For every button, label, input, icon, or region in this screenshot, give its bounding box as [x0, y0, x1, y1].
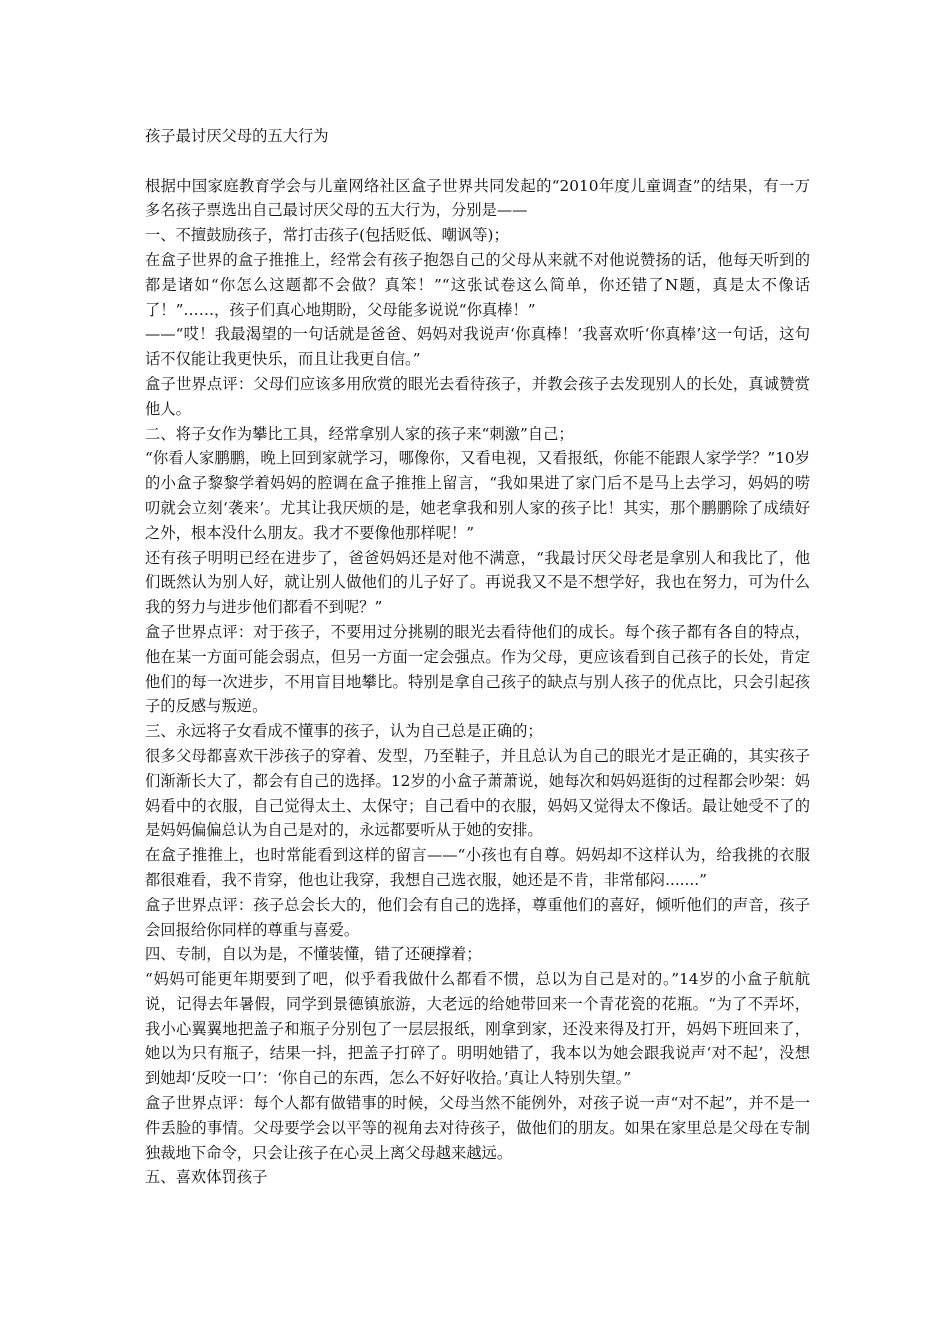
section-heading-2: 二、将子女作为攀比工具，经常拿别人家的孩子来“刺激”自己；	[145, 424, 574, 443]
quote-paragraph: ——“哎！我最渴望的一句话就是爸爸、妈妈对我说声‘你真棒！’我喜欢听‘你真棒’这一句话，这句话不仅能让我更快乐，而且让我更自信。”	[145, 325, 810, 369]
commentary-paragraph: 盒子世界点评：父母们应该多用欣赏的眼光去看待孩子，并教会孩子去发现别人的长处，真诚赞赏他人。	[145, 374, 810, 418]
paragraph: 在盒子世界的盒子推推上，经常会有孩子抱怨自己的父母从来就不对他说赞扬的话，他每天听到的都是诸如“你怎么这题都不会做？真笨！”“这张试卷这么简单，你还错了N题，真是太不像话了！”……，孩子们真心地期盼，父母能多说说“你真棒！”	[145, 250, 810, 319]
section-heading-5: 五、喜欢体罚孩子	[145, 1168, 268, 1187]
section-heading-3: 三、永远将子女看成不懂事的孩子，认为自己总是正确的；	[145, 722, 543, 741]
paragraph: “你看人家鹏鹏，晚上回到家就学习，哪像你，又看电视，又看报纸，你能不能跟人家学学？”10岁的小盒子黎黎学着妈妈的腔调在盒子推推上留言，“我如果进了家门后不是马上去学习，妈妈的唠叨就会立刻‘袭来’。尤其让我厌烦的是，她老拿我和别人家的孩子比！其实，那个鹏鹏除了成绩好之外，根本没什么朋友。我才不要像他那样呢！”	[145, 449, 810, 542]
section-heading-4: 四、专制，自以为是，不懂装懂，错了还硬撑着；	[145, 945, 482, 964]
document-title: 孩子最讨厌父母的五大行为	[145, 127, 329, 145]
intro-paragraph: 根据中国家庭教育学会与儿童网络社区盒子世界共同发起的“2010年度儿童调查”的结果，有一万多名孩子票选出自己最讨厌父母的五大行为，分别是——	[145, 176, 810, 220]
blank-line	[145, 149, 810, 174]
paragraph: “妈妈可能更年期要到了吧，似乎看我做什么都看不惯，总以为自己是对的。”14岁的小盒子航航说，记得去年暑假，同学到景德镇旅游，大老远的给她带回来一个青花瓷的花瓶。“为了不弄坏，我小心翼翼地把盖子和瓶子分别包了一层层报纸，刚拿到家，还没来得及打开，妈妈下班回来了，她以为只有瓶子，结果一抖，把盖子打碎了。明明她错了，我本以为她会跟我说声‘对不起’，没想到她却‘反咬一口’：‘你自己的东西，怎么不好好收拾。’真让人特别失望。”	[145, 970, 810, 1088]
document-page	[145, 124, 810, 1190]
paragraph: 还有孩子明明已经在进步了，爸爸妈妈还是对他不满意，“我最讨厌父母老是拿别人和我比了，他们既然认为别人好，就让别人做他们的儿子好了。再说我又不是不想学好，我也在努力，可为什么我的努力与进步他们都看不到呢？”	[145, 548, 810, 617]
paragraph: 很多父母都喜欢干涉孩子的穿着、发型，乃至鞋子，并且总认为自己的眼光才是正确的，其实孩子们渐渐长大了，都会有自己的选择。12岁的小盒子萧萧说，她每次和妈妈逛街的过程都会吵架：妈妈看中的衣服，自己觉得太土、太保守；自己看中的衣服，妈妈又觉得太不像话。最让她受不了的是妈妈偏偏总认为自己是对的，永远都要听从于她的安排。	[145, 746, 810, 840]
commentary-paragraph: 盒子世界点评：对于孩子，不要用过分挑剔的眼光去看待他们的成长。每个孩子都有各自的特点，他在某一方面可能会弱点，但另一方面一定会强点。作为父母，更应该看到自己孩子的长处，肯定他们的每一次进步，不用盲目地攀比。特别是拿自己孩子的缺点与别人孩子的优点比，只会引起孩子的反感与叛逆。	[145, 622, 810, 716]
paragraph: 在盒子推推上，也时常能看到这样的留言——“小孩也有自尊。妈妈却不这样认为，给我挑的衣服都很难看，我不肯穿，他也让我穿，我想自己选衣服，她还是不肯，非常郁闷.......”	[145, 846, 810, 889]
section-heading-1: 一、不擅鼓励孩子，常打击孩子(包括贬低、嘲讽等)；	[145, 226, 509, 245]
commentary-paragraph: 盒子世界点评：孩子总会长大的，他们会有自己的选择，尊重他们的喜好，倾听他们的声音，孩子会回报给你同样的尊重与喜爱。	[145, 895, 810, 939]
commentary-paragraph: 盒子世界点评：每个人都有做错事的时候，父母当然不能例外，对孩子说一声“对不起”，并不是一件丢脸的事情。父母要学会以平等的视角去对待孩子，做他们的朋友。如果在家里总是父母在专制独裁地下命令，只会让孩子在心灵上离父母越来越远。	[145, 1094, 810, 1162]
